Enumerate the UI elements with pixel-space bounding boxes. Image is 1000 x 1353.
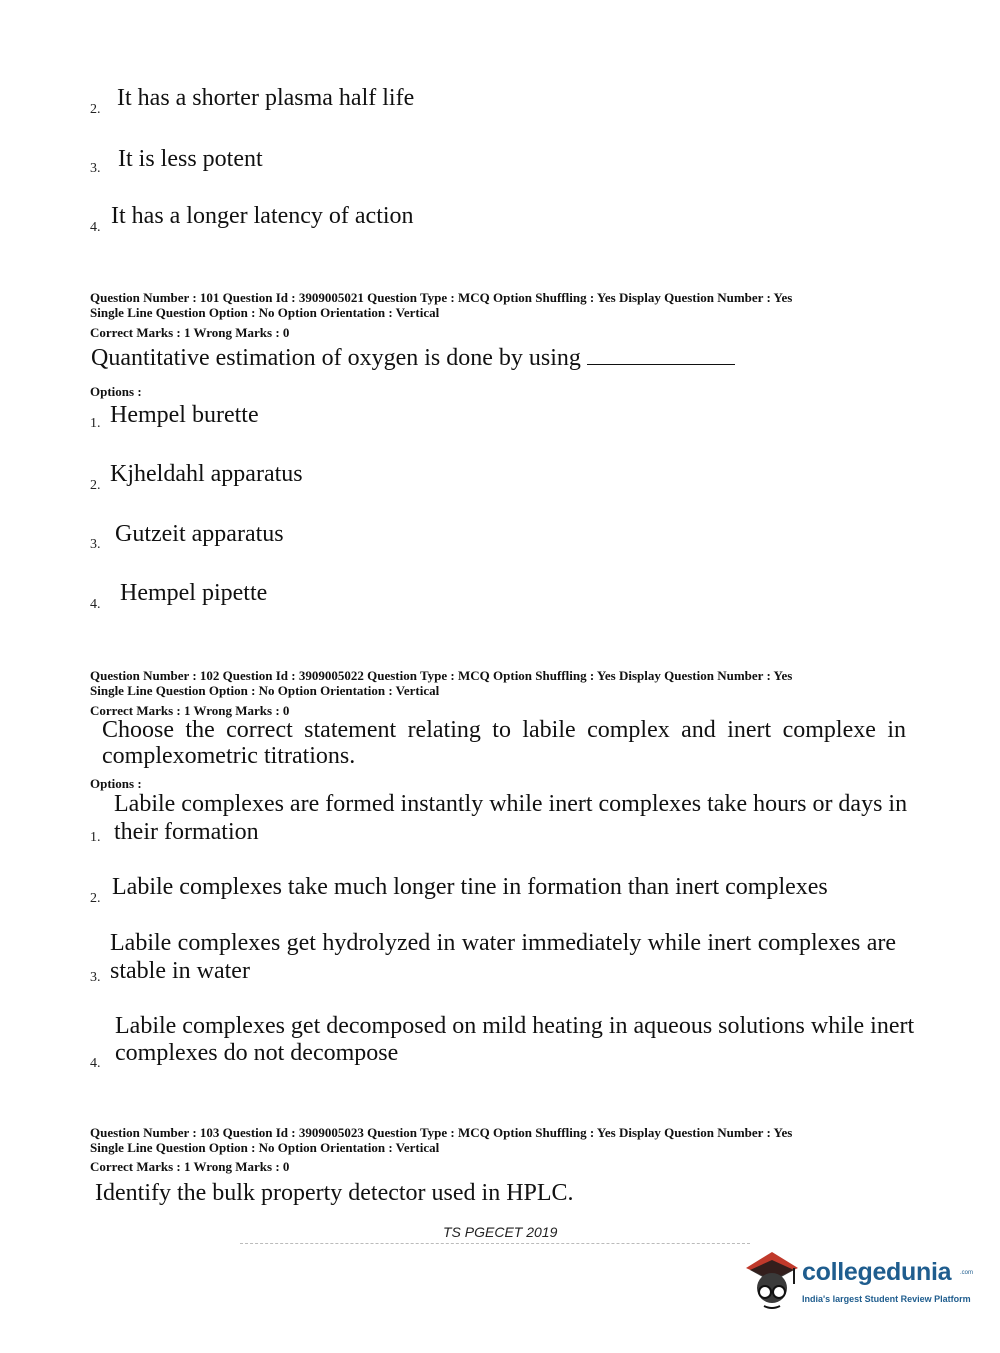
marks-info: Correct Marks : 1 Wrong Marks : 0 (90, 703, 290, 718)
question-meta: Question Number : 101 Question Id : 3909005021 Question Type : MCQ Option Shuffling : Yes Display Question Number : Yes (90, 290, 793, 305)
option-number: 1. (90, 416, 101, 431)
marks-info: Correct Marks : 1 Wrong Marks : 0 (90, 325, 290, 340)
option-number: 3. (90, 537, 101, 552)
option-number: 4. (90, 1056, 101, 1071)
footer-divider (240, 1243, 750, 1244)
option-text: Labile complexes get hydrolyzed in water immediately while inert complexes are (110, 930, 896, 956)
option-text: Labile complexes take much longer tine in formation than inert complexes (112, 874, 828, 900)
mascot-icon (742, 1248, 802, 1318)
question-text: complexometric titrations. (102, 743, 356, 769)
question-text: Identify the bulk property detector used in HPLC. (95, 1180, 574, 1206)
brand-name: collegedunia (802, 1258, 952, 1286)
options-label: Options : (90, 384, 142, 399)
option-text: their formation (114, 819, 259, 845)
marks-info: Correct Marks : 1 Wrong Marks : 0 (90, 1159, 290, 1174)
option-number: 3. (90, 970, 101, 985)
options-label: Options : (90, 776, 142, 791)
option-text: It has a shorter plasma half life (117, 85, 415, 111)
question-meta: Single Line Question Option : No Option Orientation : Vertical (90, 305, 440, 320)
option-number: 4. (90, 220, 101, 235)
option-text: Hempel burette (110, 402, 259, 428)
option-number: 4. (90, 597, 101, 612)
option-text: Labile complexes get decomposed on mild heating in aqueous solutions while inert (115, 1013, 915, 1039)
brand-tagline: India's largest Student Review Platform (802, 1294, 971, 1304)
option-number: 2. (90, 102, 101, 117)
option-text: Labile complexes are formed instantly while inert complexes take hours or days in (114, 791, 907, 817)
option-number: 3. (90, 161, 101, 176)
question-text: Quantitative estimation of oxygen is done by using (91, 345, 735, 372)
brand-suffix: .com (960, 1270, 974, 1276)
question-meta: Single Line Question Option : No Option Orientation : Vertical (90, 683, 440, 698)
option-number: 2. (90, 891, 101, 906)
collegedunia-logo (742, 1248, 972, 1318)
option-text: complexes do not decompose (115, 1040, 399, 1066)
option-text: Hempel pipette (120, 580, 268, 606)
option-text: stable in water (110, 958, 250, 984)
page-footer: TS PGECET 2019 (443, 1224, 558, 1240)
question-meta: Question Number : 103 Question Id : 3909005023 Question Type : MCQ Option Shuffling : Yes Display Question Number : Yes (90, 1125, 793, 1140)
option-text: It is less potent (118, 146, 263, 172)
question-meta: Single Line Question Option : No Option Orientation : Vertical (90, 1140, 440, 1155)
option-text: Kjheldahl apparatus (110, 461, 303, 487)
option-text: Gutzeit apparatus (115, 521, 284, 547)
option-number: 1. (90, 830, 101, 845)
question-text: Choose the correct statement relating to labile complex and inert complexe in (102, 717, 906, 743)
answer-blank (587, 346, 735, 365)
option-number: 2. (90, 478, 101, 493)
question-meta: Question Number : 102 Question Id : 3909005022 Question Type : MCQ Option Shuffling : Yes Display Question Number : Yes (90, 668, 793, 683)
option-text: It has a longer latency of action (111, 203, 414, 229)
